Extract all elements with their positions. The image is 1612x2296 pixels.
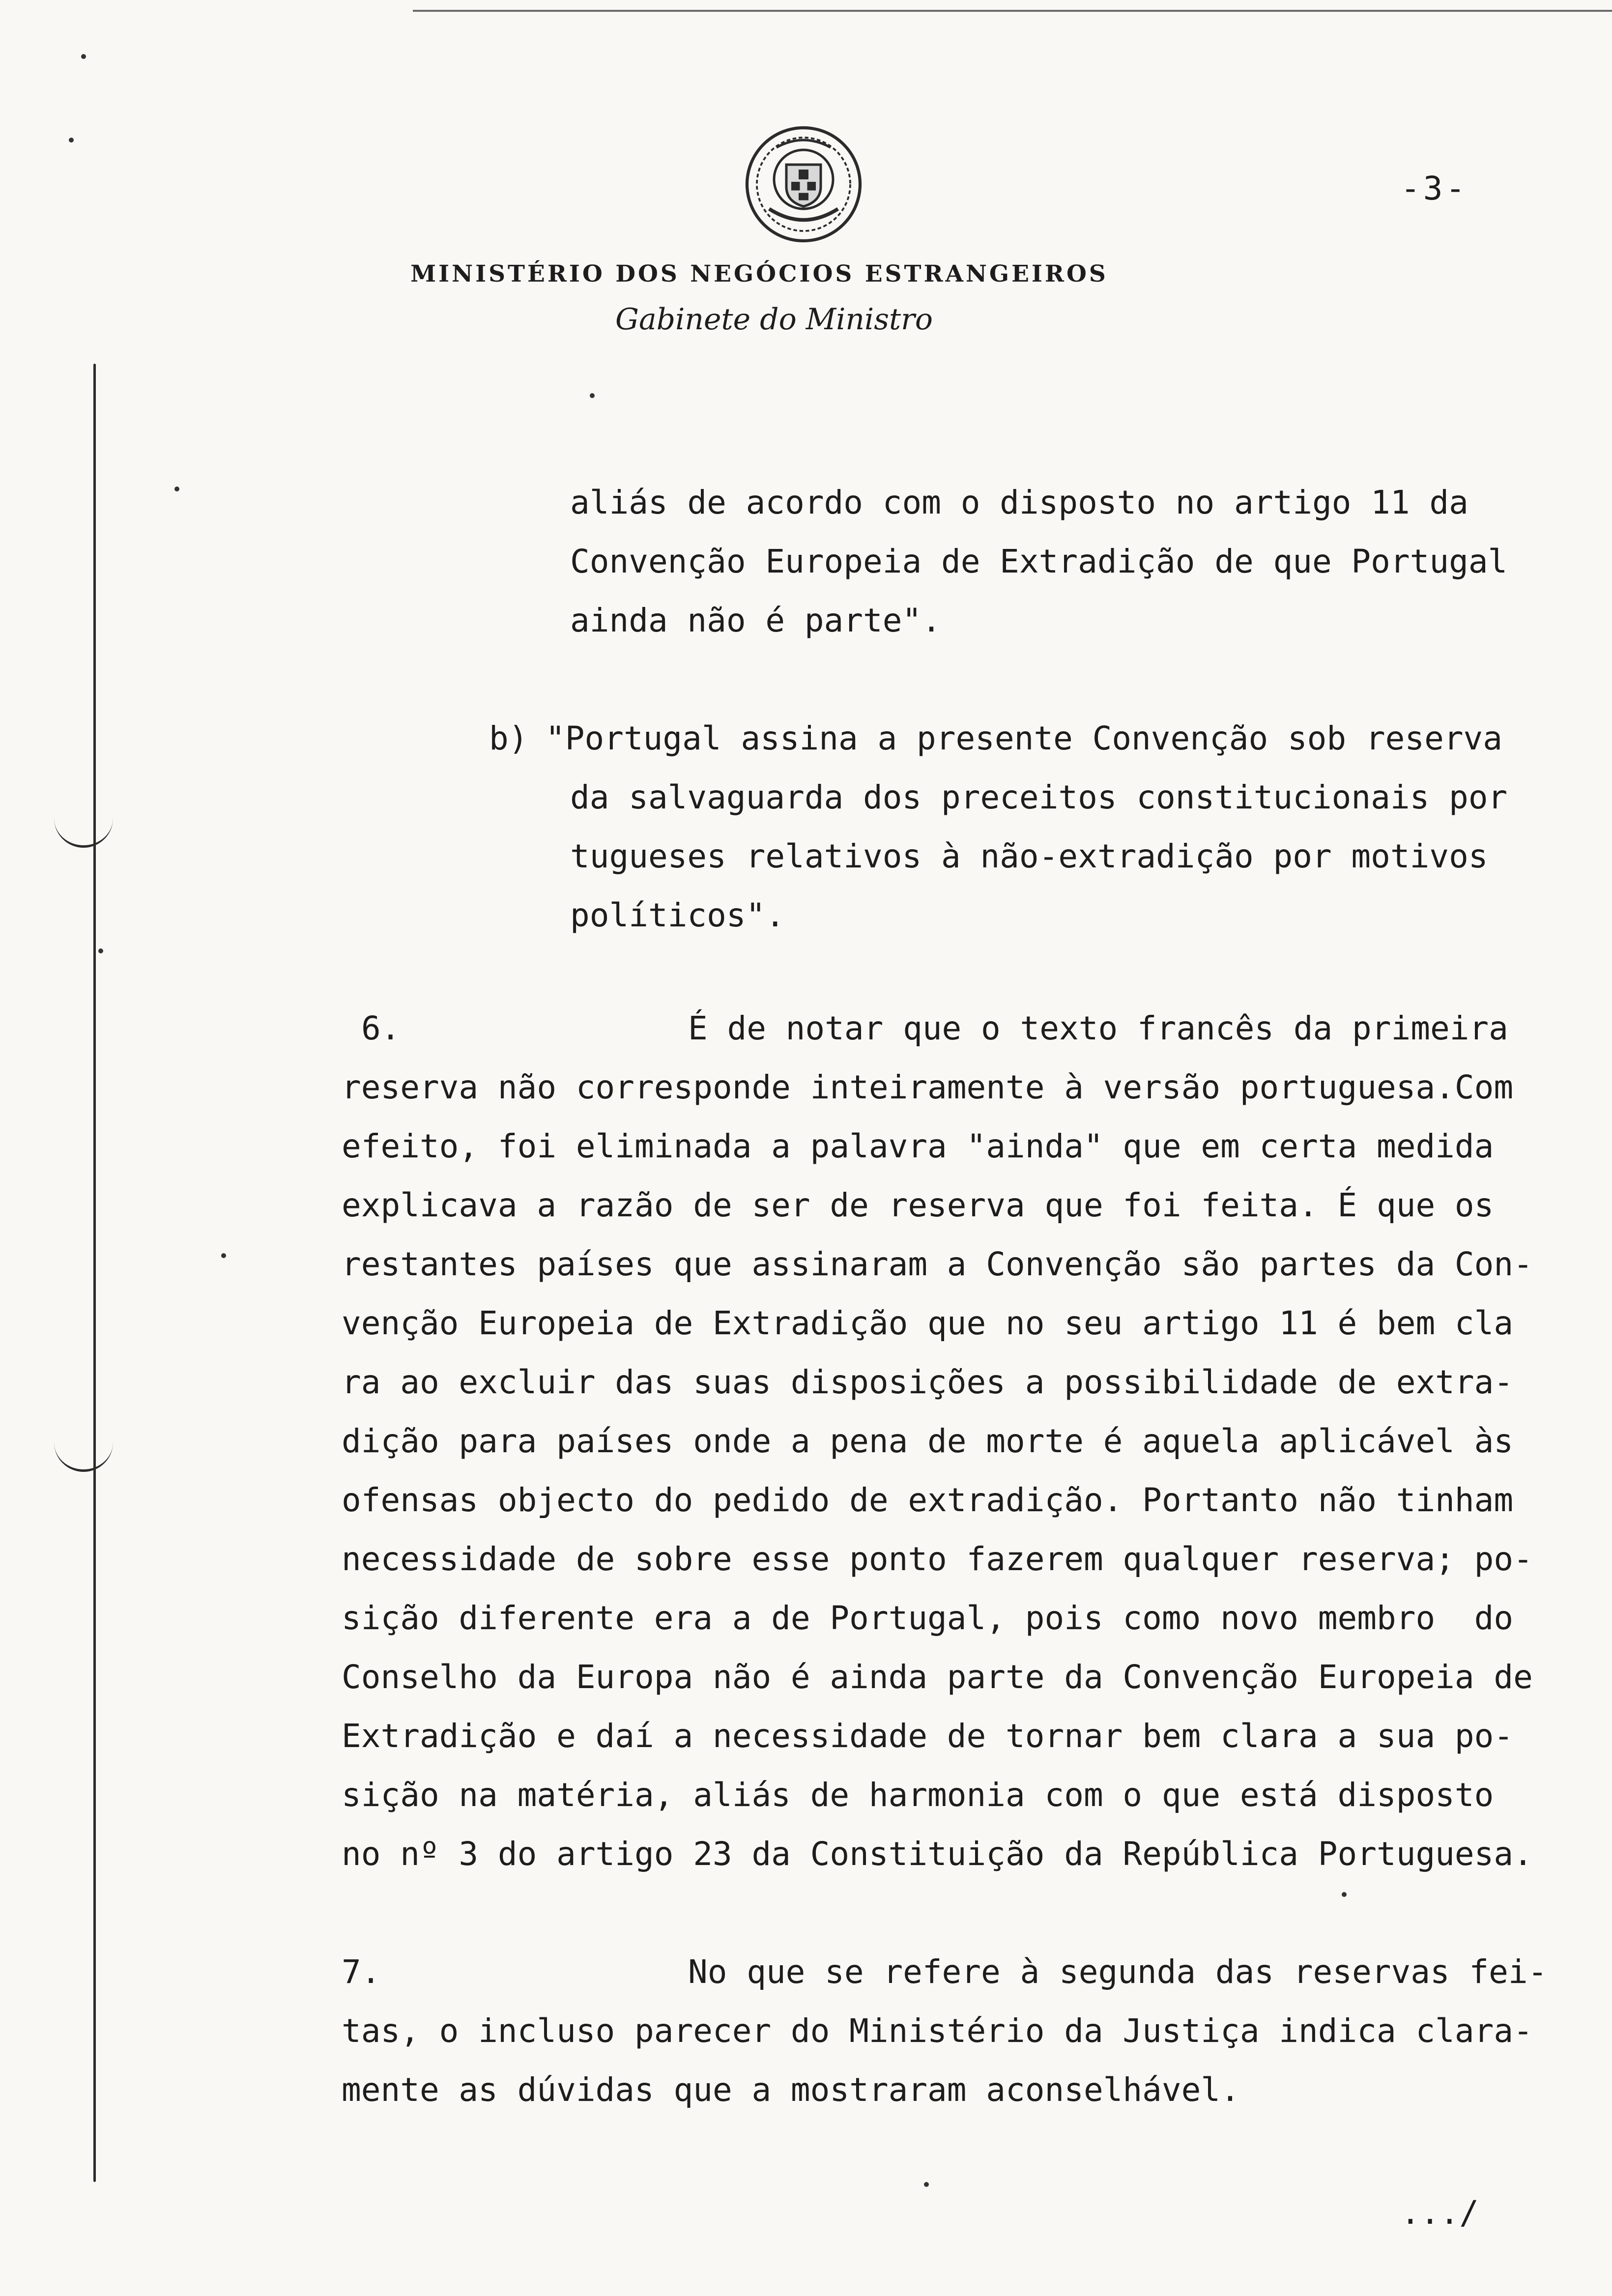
text-line: tugueses relativos à não-extradição por motivos xyxy=(570,837,1488,875)
binding-hook-mark xyxy=(54,816,113,848)
text-line: No que se refere à segunda das reservas fei- xyxy=(688,1953,1548,1991)
reservation-label: b) xyxy=(489,719,528,757)
text-line: aliás de acordo com o disposto no artigo 11 da xyxy=(570,484,1468,521)
text-line: mente as dúvidas que a mostraram aconselhável. xyxy=(342,2071,1240,2109)
scan-speck xyxy=(221,1253,226,1258)
text-line: sição diferente era a de Portugal, pois como novo membro do xyxy=(342,1599,1514,1637)
coat-of-arms-seal-icon xyxy=(742,123,865,246)
text-line: restantes países que assinaram a Convenção são partes da Con- xyxy=(342,1245,1533,1283)
binding-hook-mark xyxy=(54,1440,113,1472)
text-line: reserva não corresponde inteiramente à versão portuguesa.Com xyxy=(342,1068,1514,1106)
text-line: sição na matéria, aliás de harmonia com o que está disposto xyxy=(342,1776,1494,1814)
text-line: políticos". xyxy=(570,896,785,934)
text-line: no nº 3 do artigo 23 da Constituição da República Portuguesa. xyxy=(342,1835,1533,1873)
paragraph-number: 7. xyxy=(342,1953,381,1991)
scan-speck xyxy=(174,487,179,491)
scan-speck xyxy=(98,948,103,953)
text-line: tas, o incluso parecer do Ministério da Justiça indica clara- xyxy=(342,2012,1533,2050)
text-line: explicava a razão de ser de reserva que foi feita. É que os xyxy=(342,1186,1494,1224)
binding-margin-line xyxy=(93,364,96,2182)
scan-top-rule xyxy=(413,10,1612,12)
text-line: da salvaguarda dos preceitos constitucionais por xyxy=(570,778,1508,816)
scan-speck xyxy=(924,2182,929,2187)
continuation-mark: .../ xyxy=(1401,2194,1479,2232)
text-line: necessidade de sobre esse ponto fazerem qualquer reserva; po- xyxy=(342,1540,1533,1578)
text-line: ofensas objecto do pedido de extradição. Portanto não tinham xyxy=(342,1481,1514,1519)
page-number: -3- xyxy=(1401,170,1468,207)
text-line: Convenção Europeia de Extradição de que Portugal xyxy=(570,543,1508,580)
text-line: Extradição e daí a necessidade de tornar bem clara a sua po- xyxy=(342,1717,1514,1755)
ministry-name: MINISTÉRIO DOS NEGÓCIOS ESTRANGEIROS xyxy=(410,260,1108,287)
text-line: dição para países onde a pena de morte é aquela aplicável às xyxy=(342,1422,1514,1460)
text-line: "Portugal assina a presente Convenção sob reserva xyxy=(546,719,1503,757)
text-line: venção Europeia de Extradição que no seu artigo 11 é bem cla xyxy=(342,1304,1514,1342)
scan-speck xyxy=(590,393,595,398)
paragraph-number: 6. xyxy=(361,1009,401,1047)
text-line: É de notar que o texto francês da primeira xyxy=(688,1009,1508,1047)
text-line: ra ao excluir das suas disposições a possibilidade de extra- xyxy=(342,1363,1514,1401)
text-line: ainda não é parte". xyxy=(570,602,941,639)
cabinet-name: Gabinete do Ministro xyxy=(615,302,933,337)
text-line: Conselho da Europa não é ainda parte da Convenção Europeia de xyxy=(342,1658,1533,1696)
scan-speck xyxy=(81,54,86,59)
scan-speck xyxy=(1342,1892,1347,1897)
scan-speck xyxy=(69,138,74,143)
text-line: efeito, foi eliminada a palavra "ainda" que em certa medida xyxy=(342,1127,1494,1165)
